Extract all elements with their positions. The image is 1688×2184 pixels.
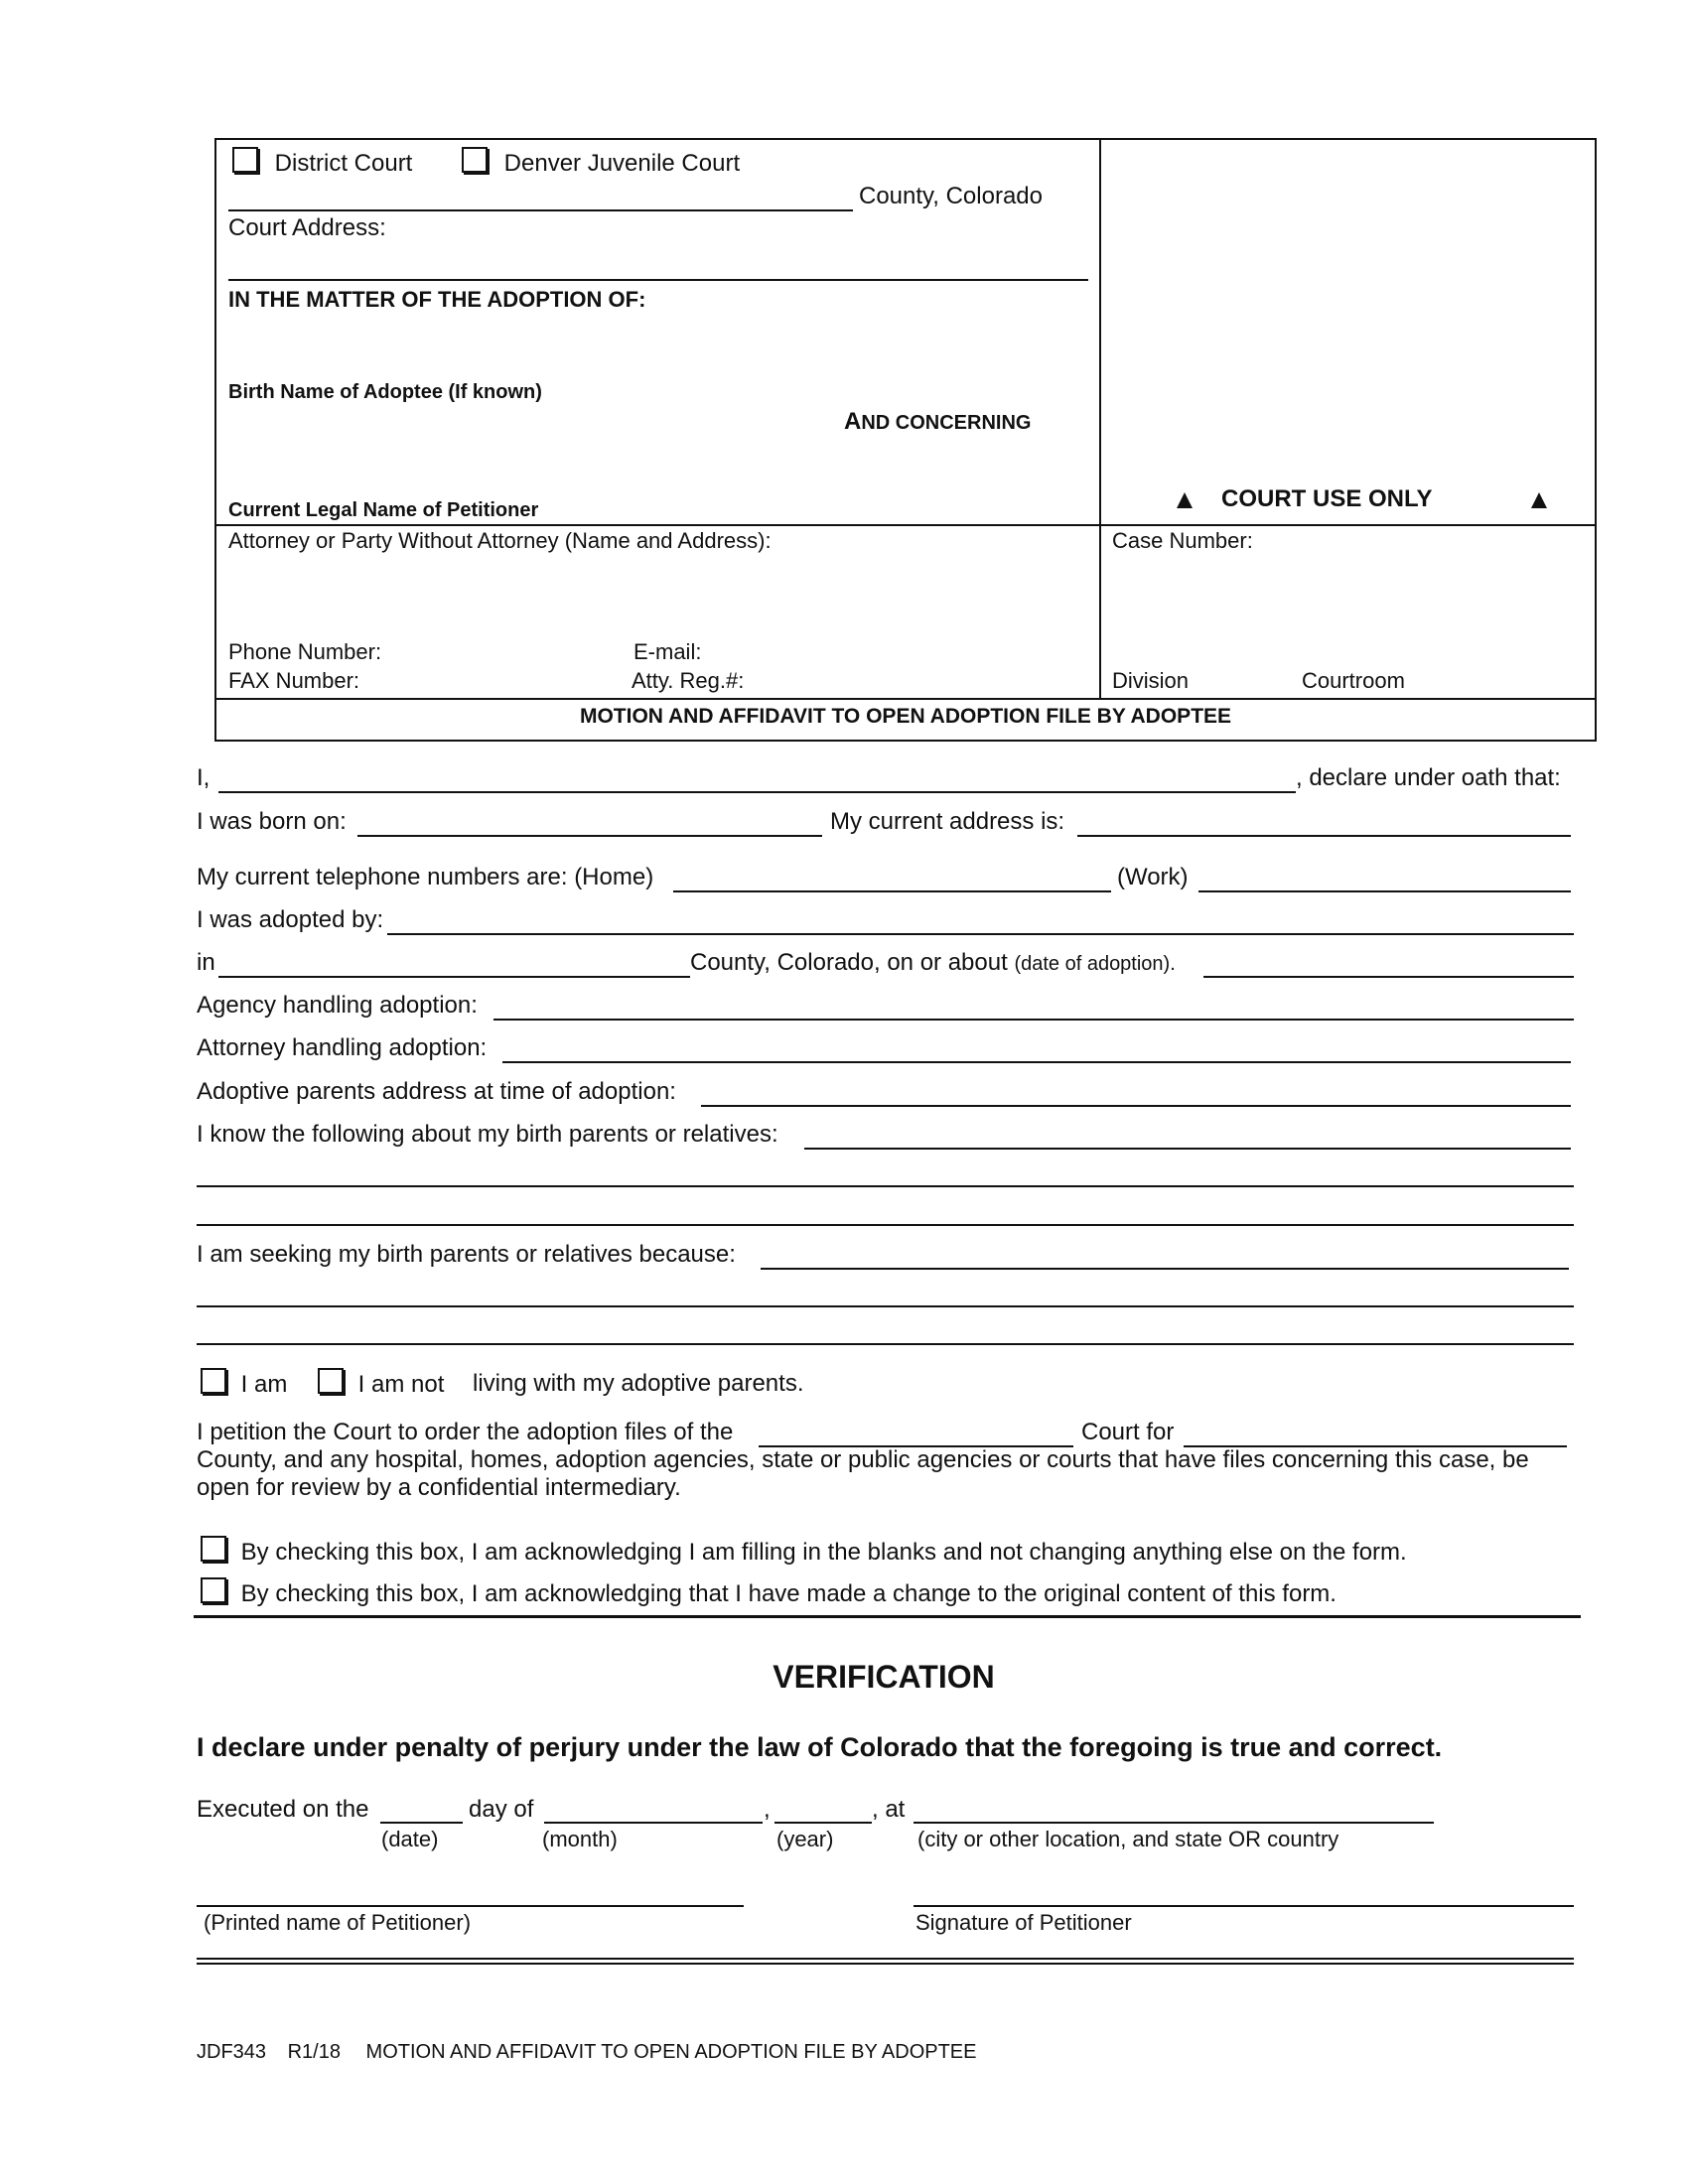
section-divider	[194, 1615, 1581, 1618]
signature-field[interactable]	[914, 1905, 1574, 1907]
at-label: , at	[872, 1796, 906, 1823]
caption-divider-1	[214, 524, 1597, 526]
denver-juvenile-court-option[interactable]	[462, 147, 740, 178]
executed-on-label: Executed on the	[197, 1796, 369, 1823]
printed-name-field[interactable]	[197, 1905, 744, 1907]
division-label: Division	[1112, 668, 1190, 693]
fax-label: FAX Number:	[228, 668, 360, 693]
matter-of-heading: IN THE MATTER OF THE ADOPTION OF:	[228, 287, 646, 312]
and-concerning-label	[844, 408, 1031, 436]
ack-no-changes-option[interactable]	[201, 1536, 1407, 1567]
i-am-not-label: I am not	[357, 1371, 445, 1398]
phones-label: My current telephone numbers are: (Home)	[197, 864, 654, 890]
verification-heading: VERIFICATION	[773, 1659, 995, 1695]
county-name-field[interactable]	[228, 209, 853, 211]
caption-vertical-divider	[1099, 138, 1101, 699]
bottom-double-rule-2	[197, 1963, 1574, 1965]
court-address-label: Court Address:	[228, 214, 386, 241]
adopted-by-label: I was adopted by:	[197, 906, 384, 933]
county-colorado-label: County, Colorado	[859, 183, 1043, 209]
work-phone-label: (Work)	[1117, 864, 1189, 890]
seeking-field-3[interactable]	[197, 1343, 1574, 1345]
attorney-handling-label: Attorney handling adoption:	[197, 1034, 488, 1061]
declarant-name-field[interactable]	[218, 791, 1296, 793]
and-concerning-rest: ND CONCERNING	[861, 412, 1032, 434]
petition-line-2: County, and any hospital, homes, adoption agencies, state or public agencies or courts that have files concerning this case, be	[197, 1446, 1529, 1473]
footer	[197, 2041, 976, 2064]
county-on-about-text: County, Colorado, on or about	[690, 949, 1015, 976]
seeking-label: I am seeking my birth parents or relatives because:	[197, 1241, 736, 1268]
month-caption: (month)	[542, 1827, 618, 1851]
form-title: MOTION AND AFFIDAVIT TO OPEN ADOPTION FILE BY ADOPTEE	[579, 705, 1232, 728]
living-with-label: living with my adoptive parents.	[473, 1370, 804, 1397]
comma-label: ,	[764, 1796, 771, 1823]
current-address-label: My current address is:	[830, 808, 1065, 835]
executed-date-field[interactable]	[380, 1822, 463, 1824]
current-legal-name-label: Current Legal Name of Petitioner	[228, 499, 539, 521]
know-following-field-2[interactable]	[197, 1185, 1574, 1187]
district-court-label: District Court	[274, 150, 413, 177]
birth-date-field[interactable]	[357, 835, 822, 837]
ack-changes-option[interactable]	[201, 1577, 1336, 1608]
executed-year-field[interactable]	[774, 1822, 872, 1824]
printed-name-caption: (Printed name of Petitioner)	[204, 1910, 472, 1935]
denver-juvenile-court-checkbox[interactable]	[462, 147, 488, 173]
footer-form-id: JDF343	[197, 2041, 267, 2063]
date-of-adoption-text: (date of adoption).	[1014, 953, 1176, 975]
court-use-only-label: COURT USE ONLY	[1221, 485, 1433, 512]
seeking-field-1[interactable]	[761, 1268, 1569, 1270]
adopted-by-field[interactable]	[387, 933, 1574, 935]
executed-location-field[interactable]	[914, 1822, 1434, 1824]
footer-title: MOTION AND AFFIDAVIT TO OPEN ADOPTION FILE BY ADOPTEE	[365, 2041, 977, 2063]
court-address-field[interactable]	[228, 279, 1088, 281]
petition-line-1: I petition the Court to order the adoption files of the	[197, 1419, 734, 1445]
born-on-label: I was born on:	[197, 808, 347, 835]
know-following-field-3[interactable]	[197, 1224, 1574, 1226]
executed-month-field[interactable]	[544, 1822, 763, 1824]
birth-name-label: Birth Name of Adoptee (If known)	[228, 381, 542, 403]
court-use-arrow-right-icon	[1531, 492, 1547, 513]
i-am-checkbox[interactable]	[201, 1368, 226, 1394]
ack-no-changes-label: By checking this box, I am acknowledging I am filling in the blanks and not changing anything else on the form.	[240, 1539, 1407, 1566]
declare-under-oath-label: , declare under oath that:	[1296, 764, 1561, 791]
verification-declaration: I declare under penalty of perjury under the law of Colorado that the foregoing is true and correct.	[197, 1732, 1443, 1762]
location-caption: (city or other location, and state OR country	[917, 1827, 1339, 1851]
courtroom-label: Courtroom	[1302, 668, 1405, 693]
agency-field[interactable]	[493, 1019, 1574, 1021]
caption-divider-2	[214, 698, 1597, 700]
attorney-handling-field[interactable]	[502, 1061, 1571, 1063]
ack-no-changes-checkbox[interactable]	[201, 1536, 226, 1562]
date-caption: (date)	[381, 1827, 439, 1851]
court-for-label: Court for	[1081, 1419, 1175, 1445]
seeking-field-2[interactable]	[197, 1305, 1574, 1307]
work-phone-field[interactable]	[1198, 890, 1571, 892]
denver-juvenile-court-label: Denver Juvenile Court	[503, 150, 741, 177]
in-label: in	[197, 949, 215, 976]
year-caption: (year)	[776, 1827, 834, 1851]
and-concerning-initial: A	[844, 408, 862, 435]
caption-box	[214, 138, 1597, 742]
phone-label: Phone Number:	[228, 639, 382, 664]
ack-changes-label: By checking this box, I am acknowledging that I have made a change to the original content of this form.	[240, 1580, 1336, 1607]
attorney-label: Attorney or Party Without Attorney (Name and Address):	[228, 528, 772, 553]
parents-address-field[interactable]	[701, 1105, 1571, 1107]
petition-line-3: open for review by a confidential intermediary.	[197, 1474, 681, 1501]
i-am-option[interactable]	[201, 1368, 287, 1399]
know-following-label: I know the following about my birth parents or relatives:	[197, 1121, 778, 1148]
bottom-double-rule-1	[197, 1958, 1574, 1960]
email-label: E-mail:	[633, 639, 702, 664]
i-am-label: I am	[240, 1371, 288, 1398]
court-use-arrow-left-icon	[1177, 492, 1193, 513]
parents-address-label: Adoptive parents address at time of adoption:	[197, 1078, 676, 1105]
adoption-date-field[interactable]	[1203, 976, 1574, 978]
know-following-field-1[interactable]	[804, 1148, 1571, 1150]
footer-revision: R1/18	[287, 2041, 341, 2063]
district-court-checkbox[interactable]	[232, 147, 258, 173]
signature-caption: Signature of Petitioner	[915, 1910, 1132, 1935]
day-of-label: day of	[469, 1796, 534, 1823]
i-am-not-option[interactable]	[318, 1368, 444, 1399]
county-on-about-label	[690, 949, 1176, 977]
atty-reg-label: Atty. Reg.#:	[632, 668, 745, 693]
district-court-option[interactable]	[232, 147, 412, 178]
home-phone-field[interactable]	[673, 890, 1111, 892]
i-am-not-checkbox[interactable]	[318, 1368, 344, 1394]
ack-changes-checkbox[interactable]	[201, 1577, 226, 1603]
current-address-field[interactable]	[1077, 835, 1571, 837]
agency-label: Agency handling adoption:	[197, 992, 478, 1019]
adoption-county-field[interactable]	[218, 976, 690, 978]
case-number-label: Case Number:	[1112, 528, 1253, 553]
i-label: I,	[197, 764, 211, 791]
